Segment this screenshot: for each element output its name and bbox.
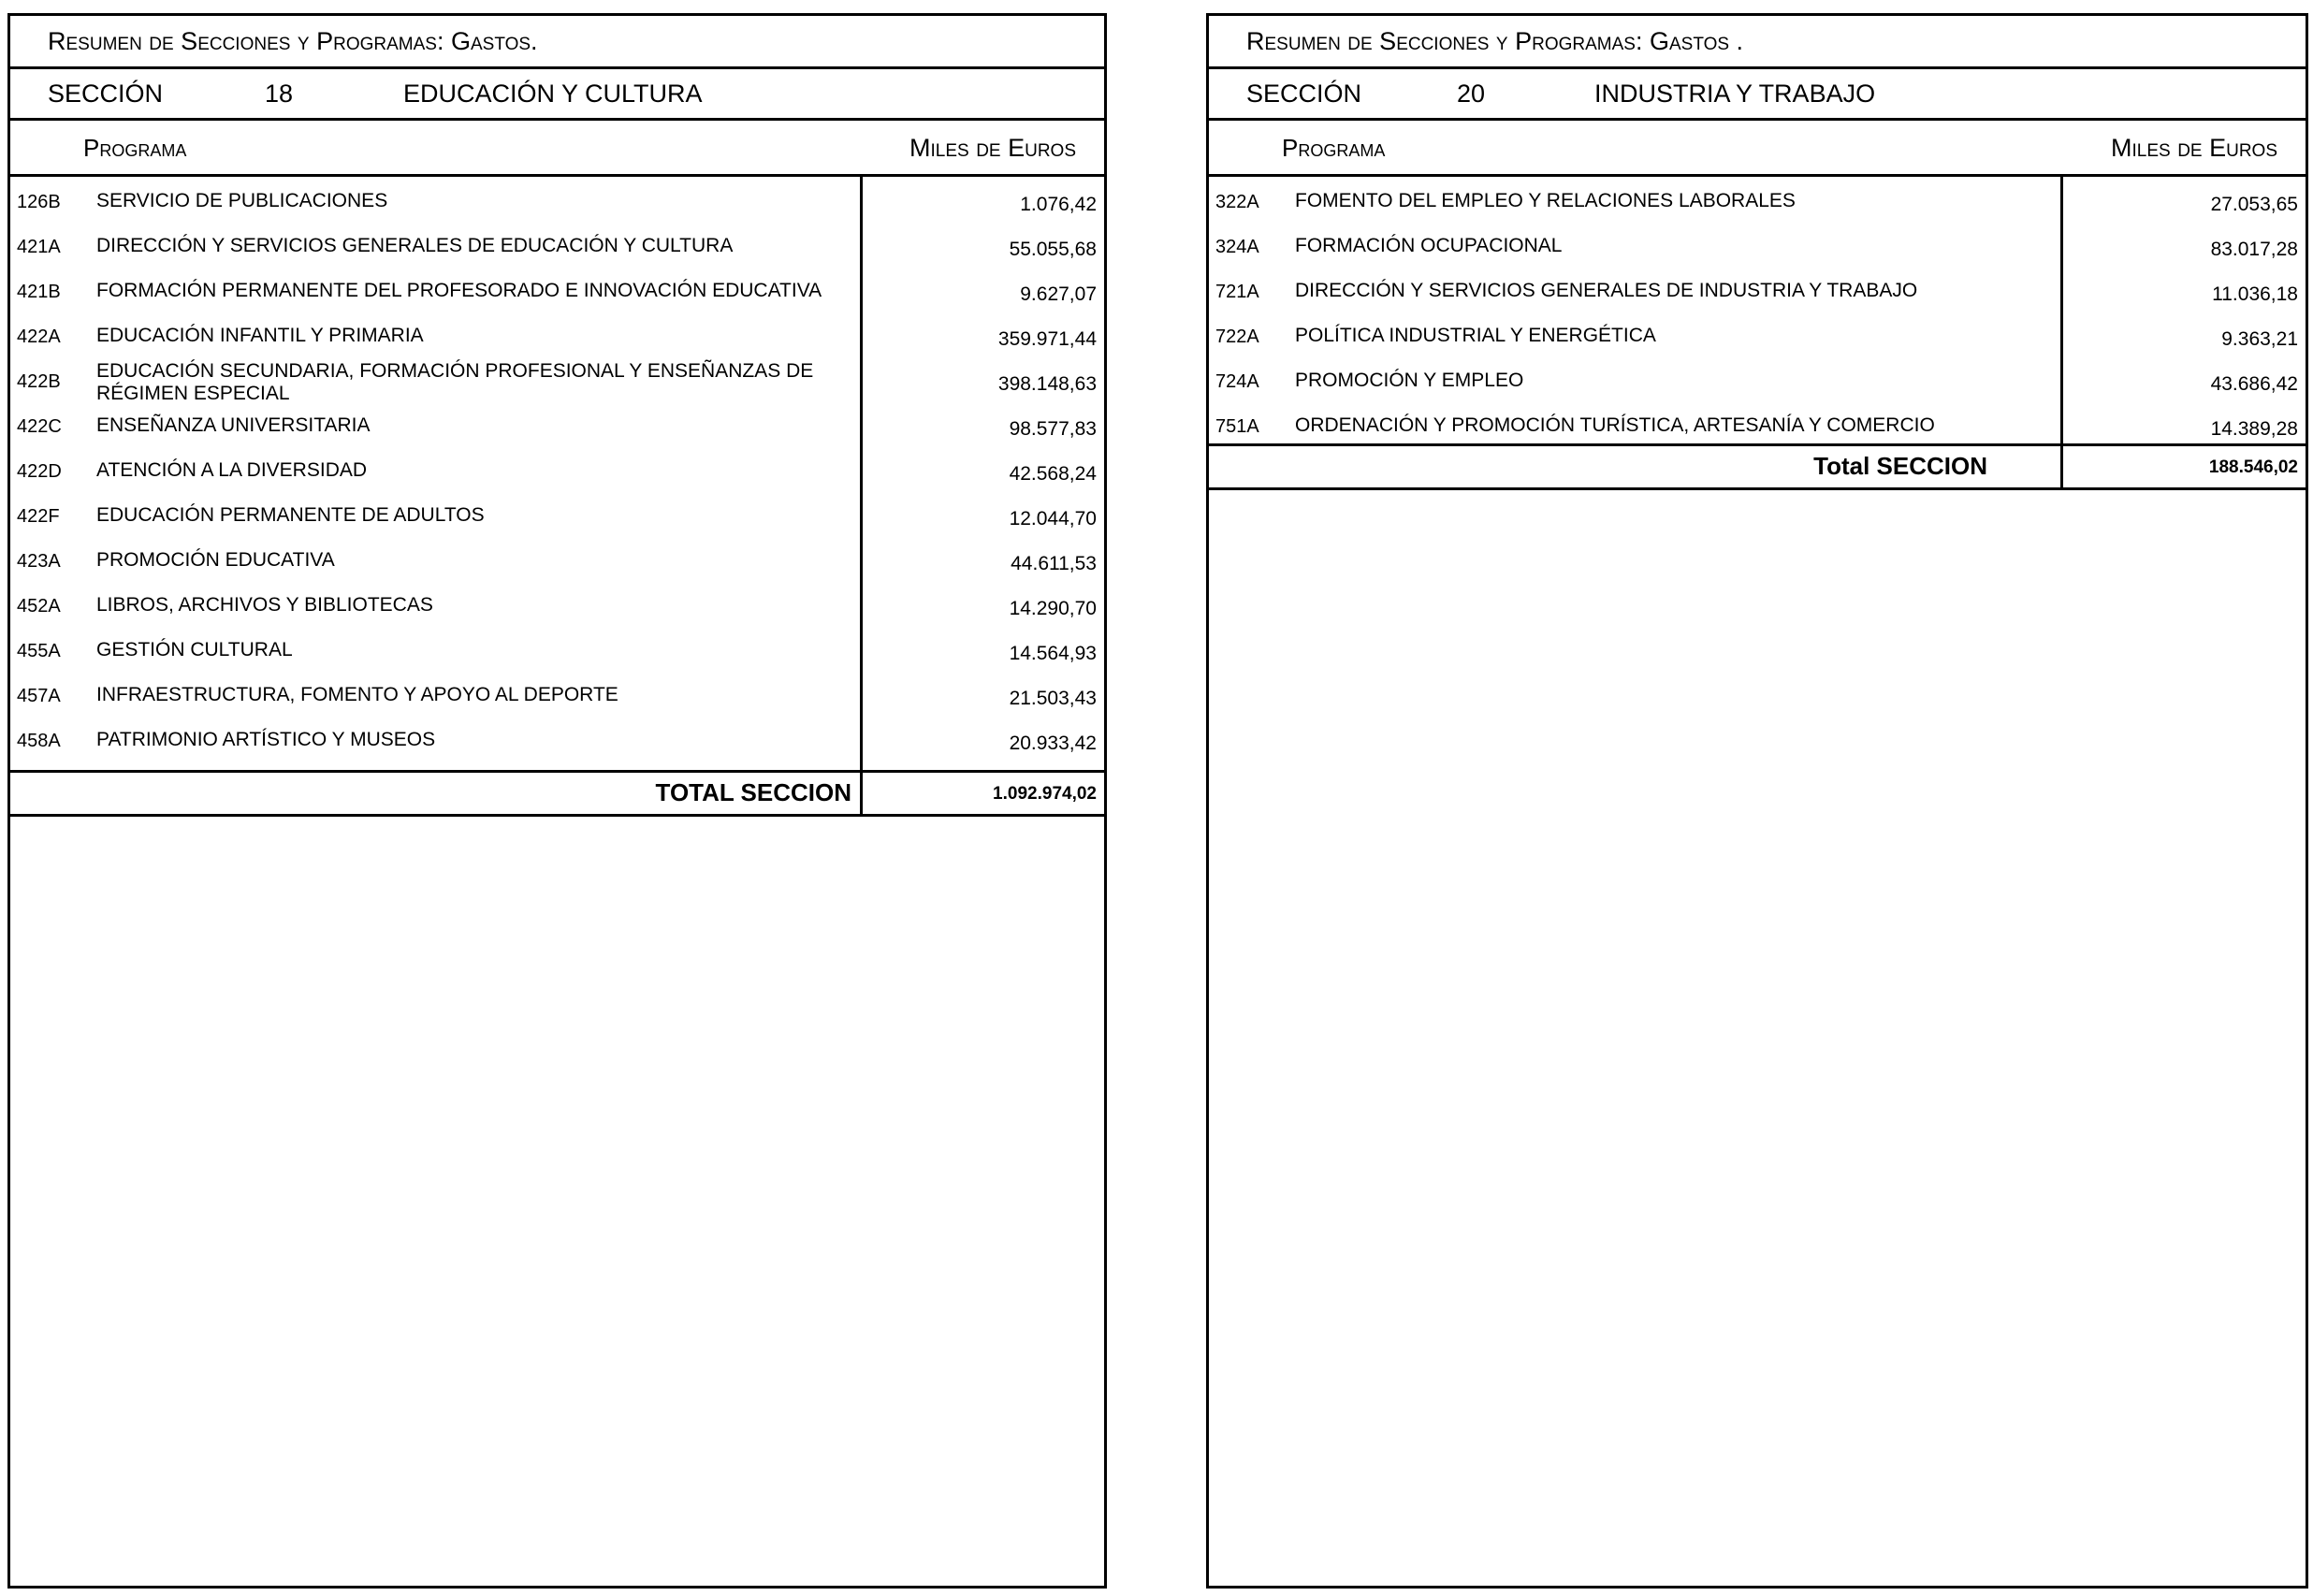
table-row: [1209, 315, 2306, 360]
page-title: Resumen de Secciones y Programas: Gastos .: [1246, 27, 1744, 55]
program-code: 452A: [17, 596, 61, 617]
program-description: GESTIÓN CULTURAL: [96, 639, 293, 660]
program-amount: 20.933,42: [1009, 733, 1097, 754]
column-divider: [2060, 446, 2063, 487]
program-code: 322A: [1215, 192, 1259, 212]
program-description: PROMOCIÓN Y EMPLEO: [1295, 370, 1524, 391]
table-row: [10, 450, 1104, 495]
section-number: 18: [265, 80, 294, 108]
program-code: 422F: [17, 506, 60, 527]
total-label: TOTAL SECCION: [655, 778, 851, 806]
table-row: [10, 630, 1104, 675]
table-row: [1209, 270, 2306, 315]
program-amount: 359.971,44: [997, 328, 1097, 350]
program-code: 421A: [17, 237, 61, 257]
total-label: Total SECCION: [1813, 452, 1987, 480]
program-amount: 27.053,65: [2210, 194, 2298, 215]
program-amount: 11.036,18: [2212, 283, 2298, 305]
program-description: ENSEÑANZA UNIVERSITARIA: [96, 414, 371, 436]
column-header-bar: [10, 121, 1104, 177]
program-amount: 98.577,83: [1009, 418, 1097, 440]
program-code: 724A: [1215, 371, 1259, 392]
program-code: 324A: [1215, 237, 1259, 257]
program-description: FOMENTO DEL EMPLEO Y RELACIONES LABORALES: [1295, 190, 1796, 211]
program-amount: 14.389,28: [2210, 418, 2298, 440]
program-amount: 14.290,70: [1009, 598, 1097, 619]
program-code: 422B: [17, 371, 61, 392]
total-amount: 1.092.974,02: [993, 784, 1097, 804]
program-code: 722A: [1215, 326, 1259, 347]
program-description: INFRAESTRUCTURA, FOMENTO Y APOYO AL DEPORTE: [96, 684, 618, 705]
column-divider: [860, 773, 863, 814]
table-row: [10, 360, 1104, 405]
program-code: 421B: [17, 282, 61, 302]
table-row: [10, 495, 1104, 540]
title-bar: [1209, 16, 2306, 69]
program-code: 455A: [17, 641, 61, 661]
left-page-panel: [7, 13, 1107, 1589]
table-row: [10, 315, 1104, 360]
program-code: 422A: [17, 326, 61, 347]
table-row: [10, 540, 1104, 585]
program-amount: 9.627,07: [1020, 283, 1097, 305]
table-row: [10, 225, 1104, 270]
table-row: [10, 181, 1104, 225]
program-code: 751A: [1215, 416, 1259, 437]
program-amount: 21.503,43: [1009, 688, 1097, 709]
table-row: [10, 719, 1104, 764]
program-amount: 42.568,24: [1009, 463, 1097, 485]
program-code: 457A: [17, 686, 61, 706]
right-page-panel: [1206, 13, 2308, 1589]
table-row: [1209, 181, 2306, 225]
section-label: SECCIÓN: [1246, 80, 1362, 108]
section-number: 20: [1457, 80, 1486, 108]
total-amount: 188.546,02: [2208, 457, 2298, 477]
program-description: DIRECCIÓN Y SERVICIOS GENERALES DE INDUSTRIA Y TRABAJO: [1295, 280, 1918, 301]
program-description: POLÍTICA INDUSTRIAL Y ENERGÉTICA: [1295, 325, 1656, 346]
program-description: EDUCACIÓN PERMANENTE DE ADULTOS: [96, 504, 485, 526]
program-amount: 12.044,70: [1009, 508, 1097, 530]
table-row: [10, 405, 1104, 450]
column-header-bar: [1209, 121, 2306, 177]
program-description: PATRIMONIO ARTÍSTICO Y MUSEOS: [96, 729, 436, 750]
program-amount: 43.686,42: [2210, 373, 2298, 395]
title-bar: [10, 16, 1104, 69]
page-title: Resumen de Secciones y Programas: Gastos.: [48, 27, 538, 55]
program-amount: 398.148,63: [997, 373, 1097, 395]
program-description: FORMACIÓN PERMANENTE DEL PROFESORADO E INNOVACIÓN EDUCATIVA: [96, 280, 822, 301]
program-description: LIBROS, ARCHIVOS Y BIBLIOTECAS: [96, 594, 433, 616]
table-row: [1209, 360, 2306, 405]
section-label: SECCIÓN: [48, 80, 164, 108]
program-amount: 55.055,68: [1009, 239, 1097, 260]
program-amount: 14.564,93: [1009, 643, 1097, 664]
program-description: ORDENACIÓN Y PROMOCIÓN TURÍSTICA, ARTESANÍA Y COMERCIO: [1295, 414, 1935, 436]
section-bar: [10, 69, 1104, 121]
column-header-miles-euros: Miles de Euros: [2111, 134, 2277, 162]
table-row: [10, 675, 1104, 719]
section-bar: [1209, 69, 2306, 121]
program-code: 126B: [17, 192, 61, 212]
table-row: [10, 585, 1104, 630]
program-code: 422C: [17, 416, 62, 437]
total-row: [1209, 443, 2306, 490]
program-amount: 83.017,28: [2210, 239, 2298, 260]
program-description: EDUCACIÓN INFANTIL Y PRIMARIA: [96, 325, 424, 346]
program-description: DIRECCIÓN Y SERVICIOS GENERALES DE EDUCACIÓN Y CULTURA: [96, 235, 734, 256]
program-description: EDUCACIÓN SECUNDARIA, FORMACIÓN PROFESIONAL Y ENSEÑANZAS DE RÉGIMEN ESPECIAL: [96, 360, 814, 404]
program-code: 422D: [17, 461, 62, 482]
program-description: ATENCIÓN A LA DIVERSIDAD: [96, 459, 368, 481]
table-row: [10, 270, 1104, 315]
section-name: INDUSTRIA Y TRABAJO: [1594, 80, 1876, 108]
column-header-programa: Programa: [83, 134, 187, 162]
program-description: FORMACIÓN OCUPACIONAL: [1295, 235, 1563, 256]
section-name: EDUCACIÓN Y CULTURA: [403, 80, 703, 108]
program-amount: 44.611,53: [1011, 553, 1097, 574]
program-amount: 9.363,21: [2221, 328, 2298, 350]
program-code: 458A: [17, 731, 61, 751]
program-code: 423A: [17, 551, 61, 572]
program-amount: 1.076,42: [1020, 194, 1097, 215]
total-row: [10, 770, 1104, 817]
program-description: PROMOCIÓN EDUCATIVA: [96, 549, 335, 571]
table-row: [1209, 225, 2306, 270]
column-header-miles-euros: Miles de Euros: [909, 134, 1076, 162]
program-description: SERVICIO DE PUBLICACIONES: [96, 190, 388, 211]
column-header-programa: Programa: [1282, 134, 1386, 162]
program-code: 721A: [1215, 282, 1259, 302]
